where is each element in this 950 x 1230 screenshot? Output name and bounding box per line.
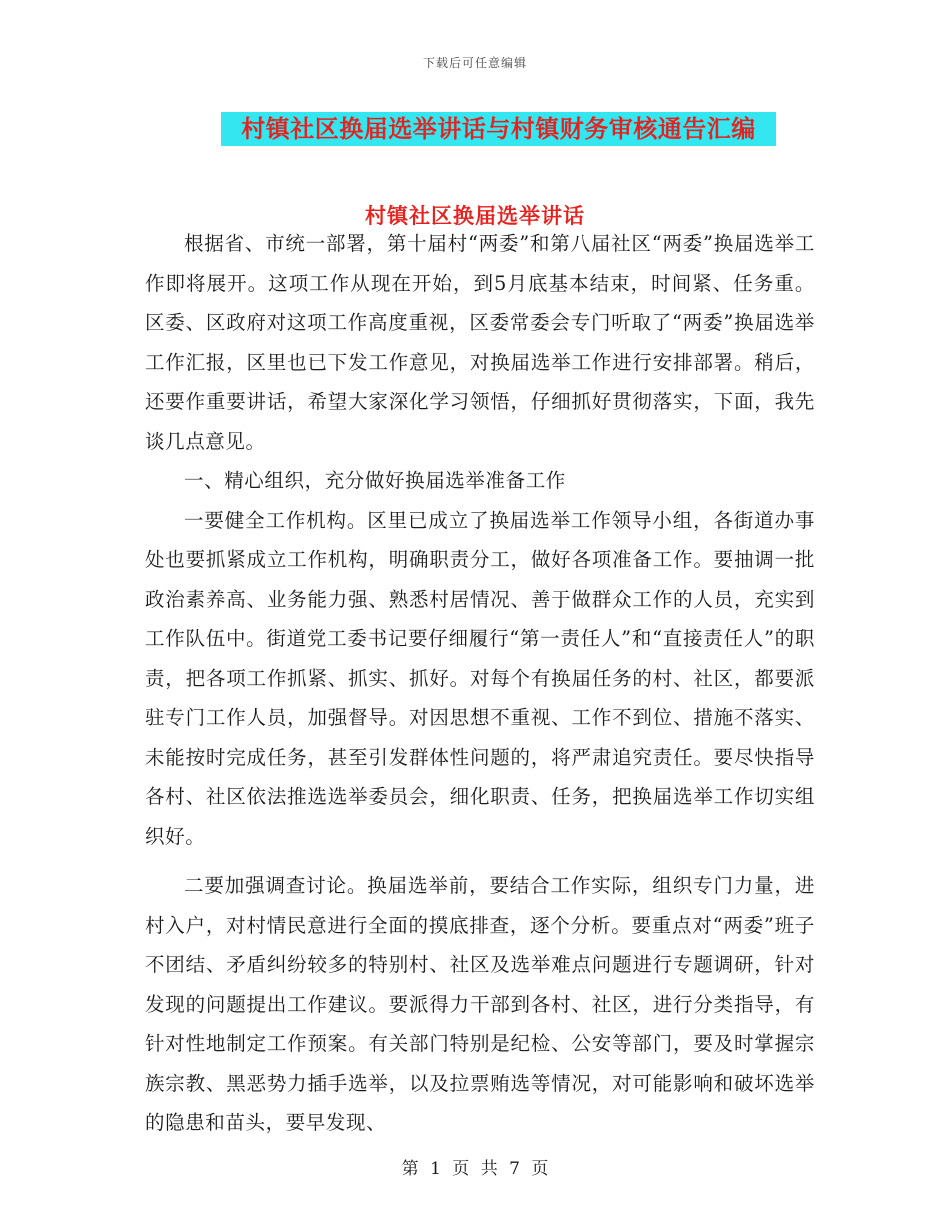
paragraph-item-2: 二要加强调查讨论。换届选举前，要结合工作实际，组织专门力量，进村入户，对村情民意进行全面的摸底排查，逐个分析。要重点对“两委”班子不团结、矛盾纠纷较多的特别村、社区及选举难点问题进行专题调研，针对发现的问题提出工作建议。要派得力干部到各村、社区，进行分类指导，有针对性地制定工作预案。有关部门特别是纪检、公安等部门，要及时掌握宗族宗教、黑恶势力插手选举，以及拉票贿选等情况，对可能影响和破坏选举的隐患和苗头，要早发现、: [145, 874, 815, 1134]
document-body: [145, 224, 815, 1143]
page-footer: 第 1 页 共 7 页: [401, 1159, 549, 1179]
section-title: 村镇社区换届选举讲话: [365, 203, 585, 228]
header-note: 下载后可任意编辑: [422, 56, 527, 70]
paragraph-intro: 根据省、市统一部署，第十届村“两委”和第八届社区“两委”换届选举工作即将展开。这项工作从现在开始，到5月底基本结束，时间紧、任务重。区委、区政府对这项工作高度重视，区委常委会专门听取了“两委”换届选举工作汇报，区里也已下发工作意见，对换届选举工作进行安排部署。稍后， 还要作重要讲话，希望大家深化学习领悟，仔细抓好贯彻落实，下面，我先谈几点意见。: [145, 232, 815, 453]
paragraph-item-1: 一要健全工作机构。区里已成立了换届选举工作领导小组，各街道办事处也要抓紧成立工作机构，明确职责分工，做好各项准备工作。要抽调一批政治素养高、业务能力强、熟悉村居情况、善于做群众工作的人员，充实到工作队伍中。街道党工委书记要仔细履行“第一责任人”和“直接责任人”的职责，把各项工作抓紧、抓实、抓好。对每个有换届任务的村、社区，都要派驻专门工作人员，加强督导。对因思想不重视、工作不到位、措施不落实、未能按时完成任务，甚至引发群体性问题的，将严肃追究责任。要尽快指导各村、社区依法推选选举委员会，细化职责、任务，把换届选举工作切实组织好。: [145, 508, 815, 848]
paragraph-heading-1: 一、精心组织，充分做好换届选举准备工作: [184, 469, 566, 492]
document-title: 村镇社区换届选举讲话与村镇财务审核通告汇编: [221, 112, 776, 146]
